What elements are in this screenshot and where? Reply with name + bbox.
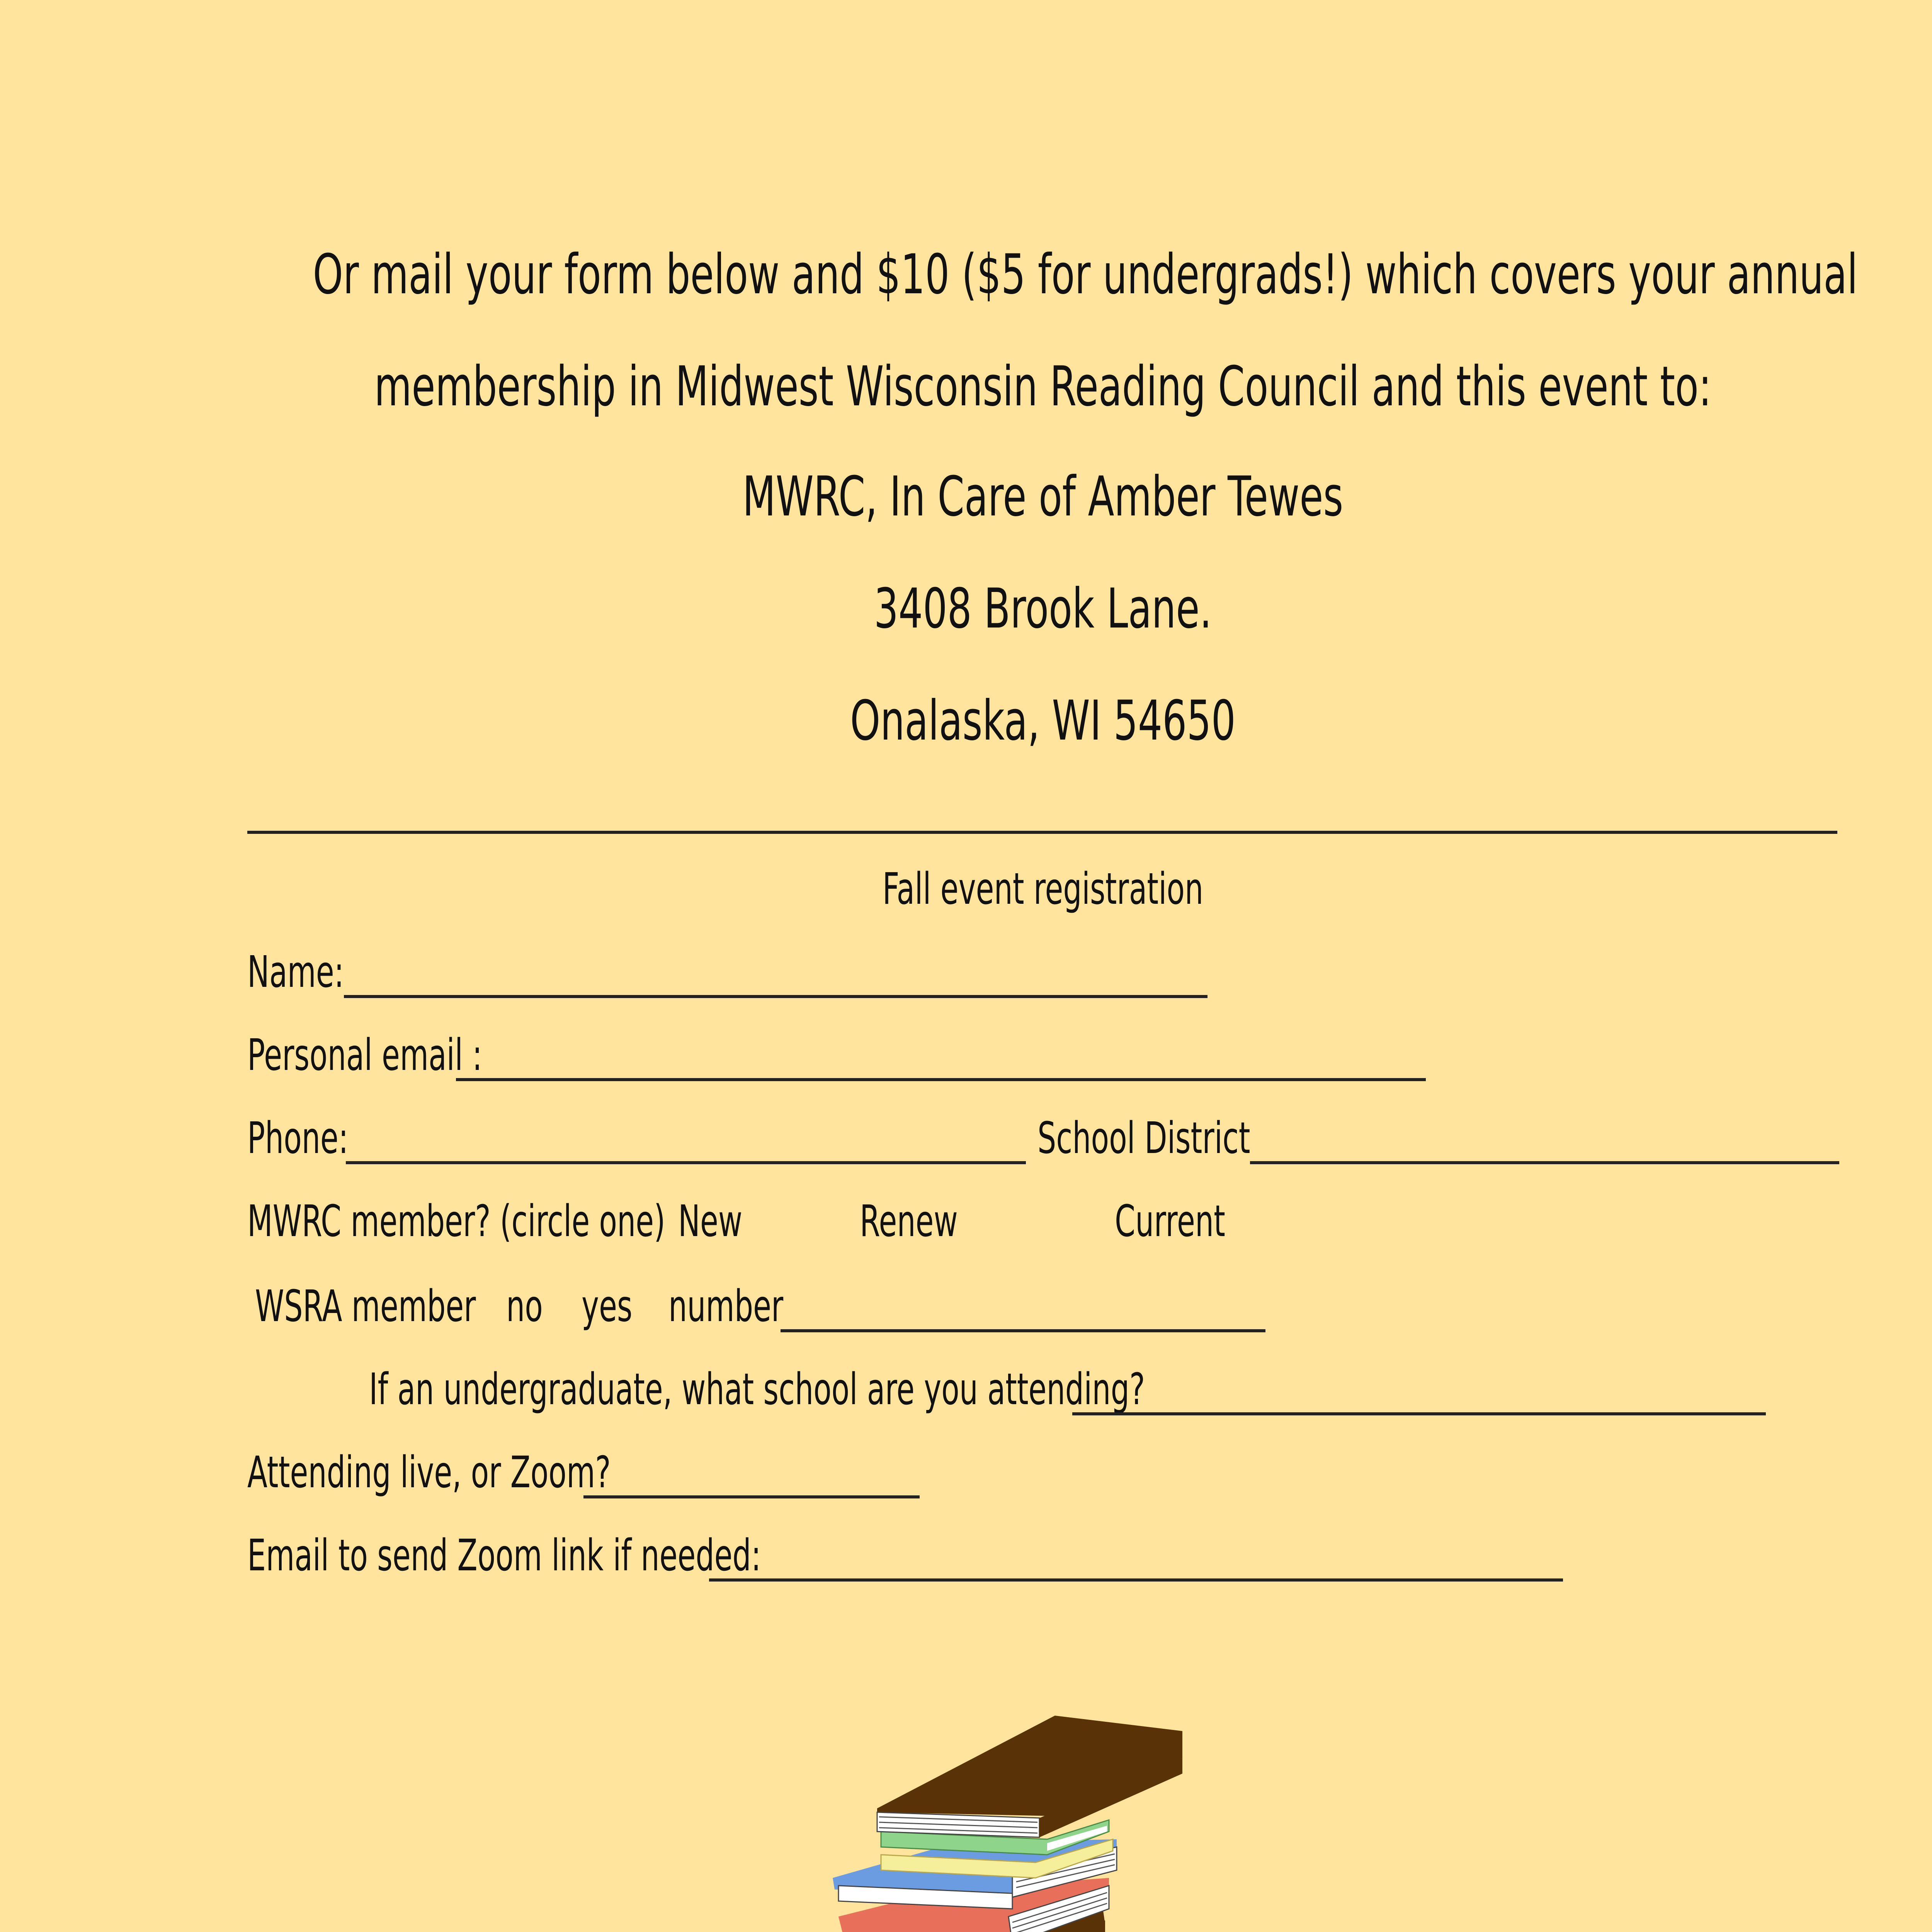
wsra-option-no[interactable]: no xyxy=(506,1281,543,1332)
district-field[interactable] xyxy=(1250,1161,1839,1164)
wsra-label: WSRA member xyxy=(255,1281,476,1332)
name-label: Name: xyxy=(247,947,344,997)
attending-label: Attending live, or Zoom? xyxy=(247,1447,611,1498)
wsra-option-yes[interactable]: yes xyxy=(582,1281,633,1332)
zoom-email-label: Email to send Zoom link if needed: xyxy=(247,1531,761,1581)
section-divider xyxy=(247,831,1837,834)
wsra-number-label: number xyxy=(668,1281,784,1332)
wsra-number-field[interactable] xyxy=(781,1329,1265,1332)
email-field[interactable] xyxy=(456,1078,1426,1081)
undergrad-label: If an undergraduate, what school are you attending? xyxy=(369,1364,1145,1415)
phone-field[interactable] xyxy=(346,1161,1026,1164)
phone-label: Phone: xyxy=(247,1113,349,1163)
intro-line-2: membership in Midwest Wisconsin Reading Council and this event to: xyxy=(374,355,1712,418)
undergrad-school-field[interactable] xyxy=(1072,1412,1766,1415)
address-name: MWRC, In Care of Amber Tewes xyxy=(742,465,1344,529)
mwrc-option-new[interactable]: New xyxy=(678,1196,743,1247)
zoom-email-field[interactable] xyxy=(709,1578,1563,1582)
email-label: Personal email : xyxy=(247,1030,482,1080)
address-street: 3408 Brook Lane. xyxy=(874,577,1212,641)
district-label: School District xyxy=(1037,1113,1250,1163)
form-title: Fall event registration xyxy=(882,864,1204,914)
mwrc-option-renew[interactable]: Renew xyxy=(860,1196,958,1247)
mwrc-label: MWRC member? (circle one) xyxy=(247,1196,665,1247)
attending-field[interactable] xyxy=(583,1495,920,1498)
name-field[interactable] xyxy=(344,995,1208,998)
address-city: Onalaska, WI 54650 xyxy=(850,689,1236,753)
intro-line-1: Or mail your form below and $10 ($5 for undergrads!) which covers your annual xyxy=(313,243,1858,306)
mwrc-option-current[interactable]: Current xyxy=(1115,1196,1226,1247)
stack-of-books-icon xyxy=(831,1716,1209,1932)
